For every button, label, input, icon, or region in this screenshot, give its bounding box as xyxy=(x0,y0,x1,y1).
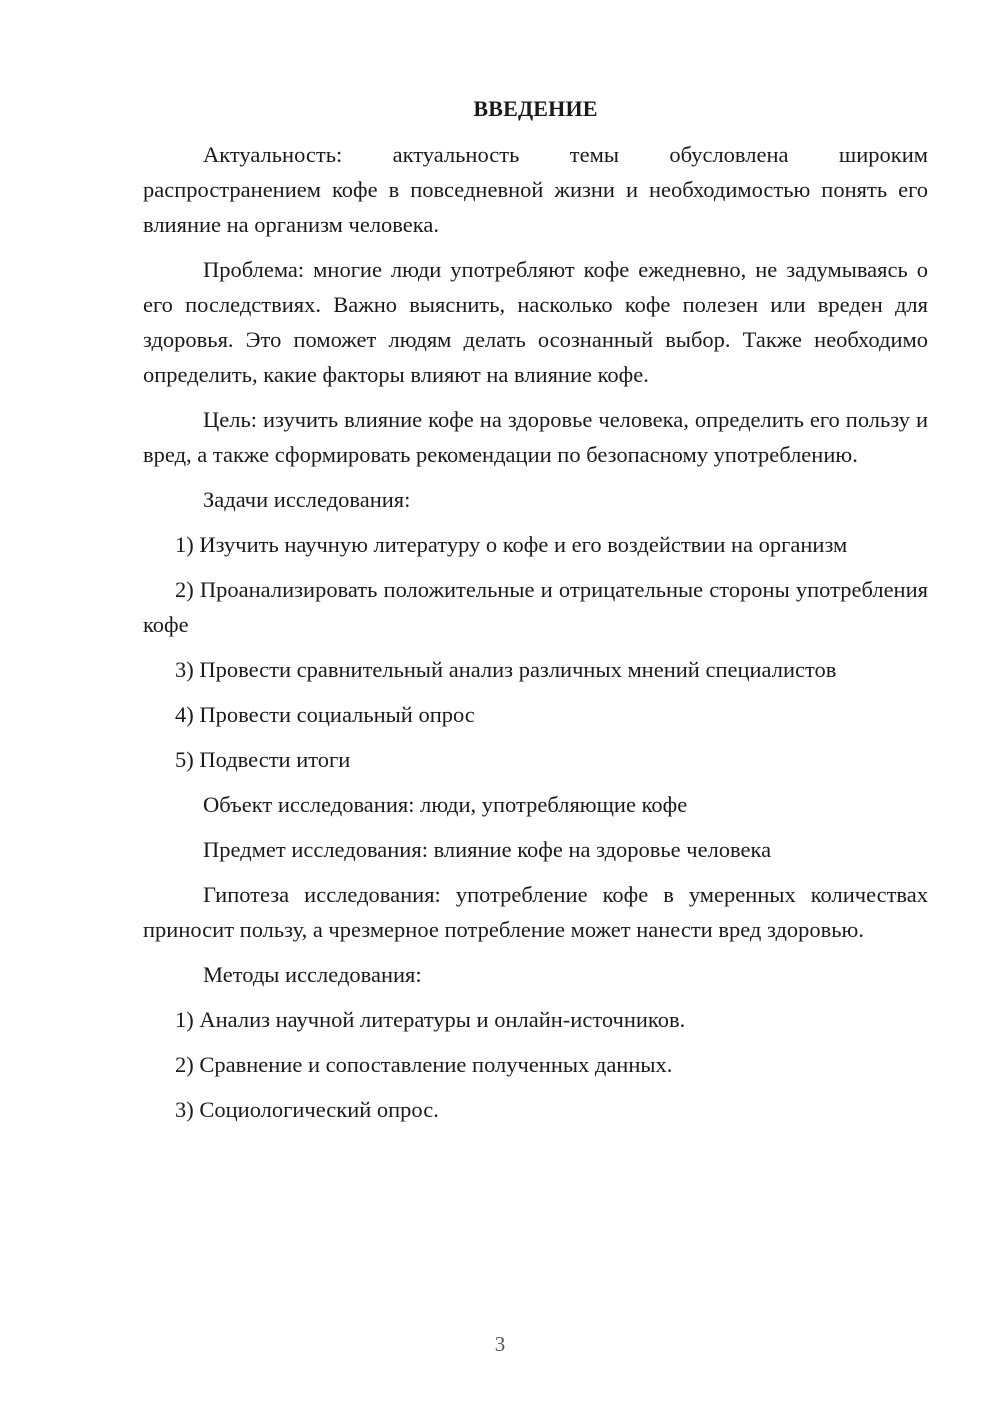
task-item-1: 1) Изучить научную литературу о кофе и его воздействии на организм xyxy=(175,532,848,557)
method-item-1: 1) Анализ научной литературы и онлайн-источников. xyxy=(175,1007,686,1032)
research-object: Объект исследования: люди, употребляющие кофе xyxy=(203,792,688,817)
method-item-2: 2) Сравнение и сопоставление полученных данных. xyxy=(175,1052,673,1077)
task-item-2: 2) Проанализировать положительные и отрицательные стороны употребления кофе xyxy=(143,577,928,637)
method-item-3: 3) Социологический опрос. xyxy=(175,1097,439,1122)
section-heading: ВВЕДЕНИЕ xyxy=(473,96,598,121)
problem-paragraph: Проблема: многие люди употребляют кофе ежедневно, не задумываясь о его последствиях. Важно выяснить, насколько кофе полезен или вреден для здоровья. Это поможет людям делать осознанный выбор. Также необходимо определить, какие факторы влияют на влияние кофе. xyxy=(143,257,928,387)
task-item-4: 4) Провести социальный опрос xyxy=(175,702,475,727)
tasks-title: Задачи исследования: xyxy=(203,487,411,512)
goal-paragraph: Цель: изучить влияние кофе на здоровье человека, определить его пользу и вред, а также сформировать рекомендации по безопасному употреблению. xyxy=(143,407,928,467)
task-item-5: 5) Подвести итоги xyxy=(175,747,351,772)
task-item-3: 3) Провести сравнительный анализ различных мнений специалистов xyxy=(175,657,837,682)
research-hypothesis: Гипотеза исследования: употребление кофе в умеренных количествах приносит пользу, а чрезмерное потребление может нанести вред здоровью. xyxy=(143,882,928,942)
research-subject: Предмет исследования: влияние кофе на здоровье человека xyxy=(203,837,772,862)
methods-title: Методы исследования: xyxy=(203,962,422,987)
relevance-paragraph: Актуальность: актуальность темы обусловлена широким распространением кофе в повседневной жизни и необходимостью понять его влияние на организм человека. xyxy=(143,142,928,237)
page-content xyxy=(143,94,928,1137)
page-number: 3 xyxy=(494,1332,506,1356)
